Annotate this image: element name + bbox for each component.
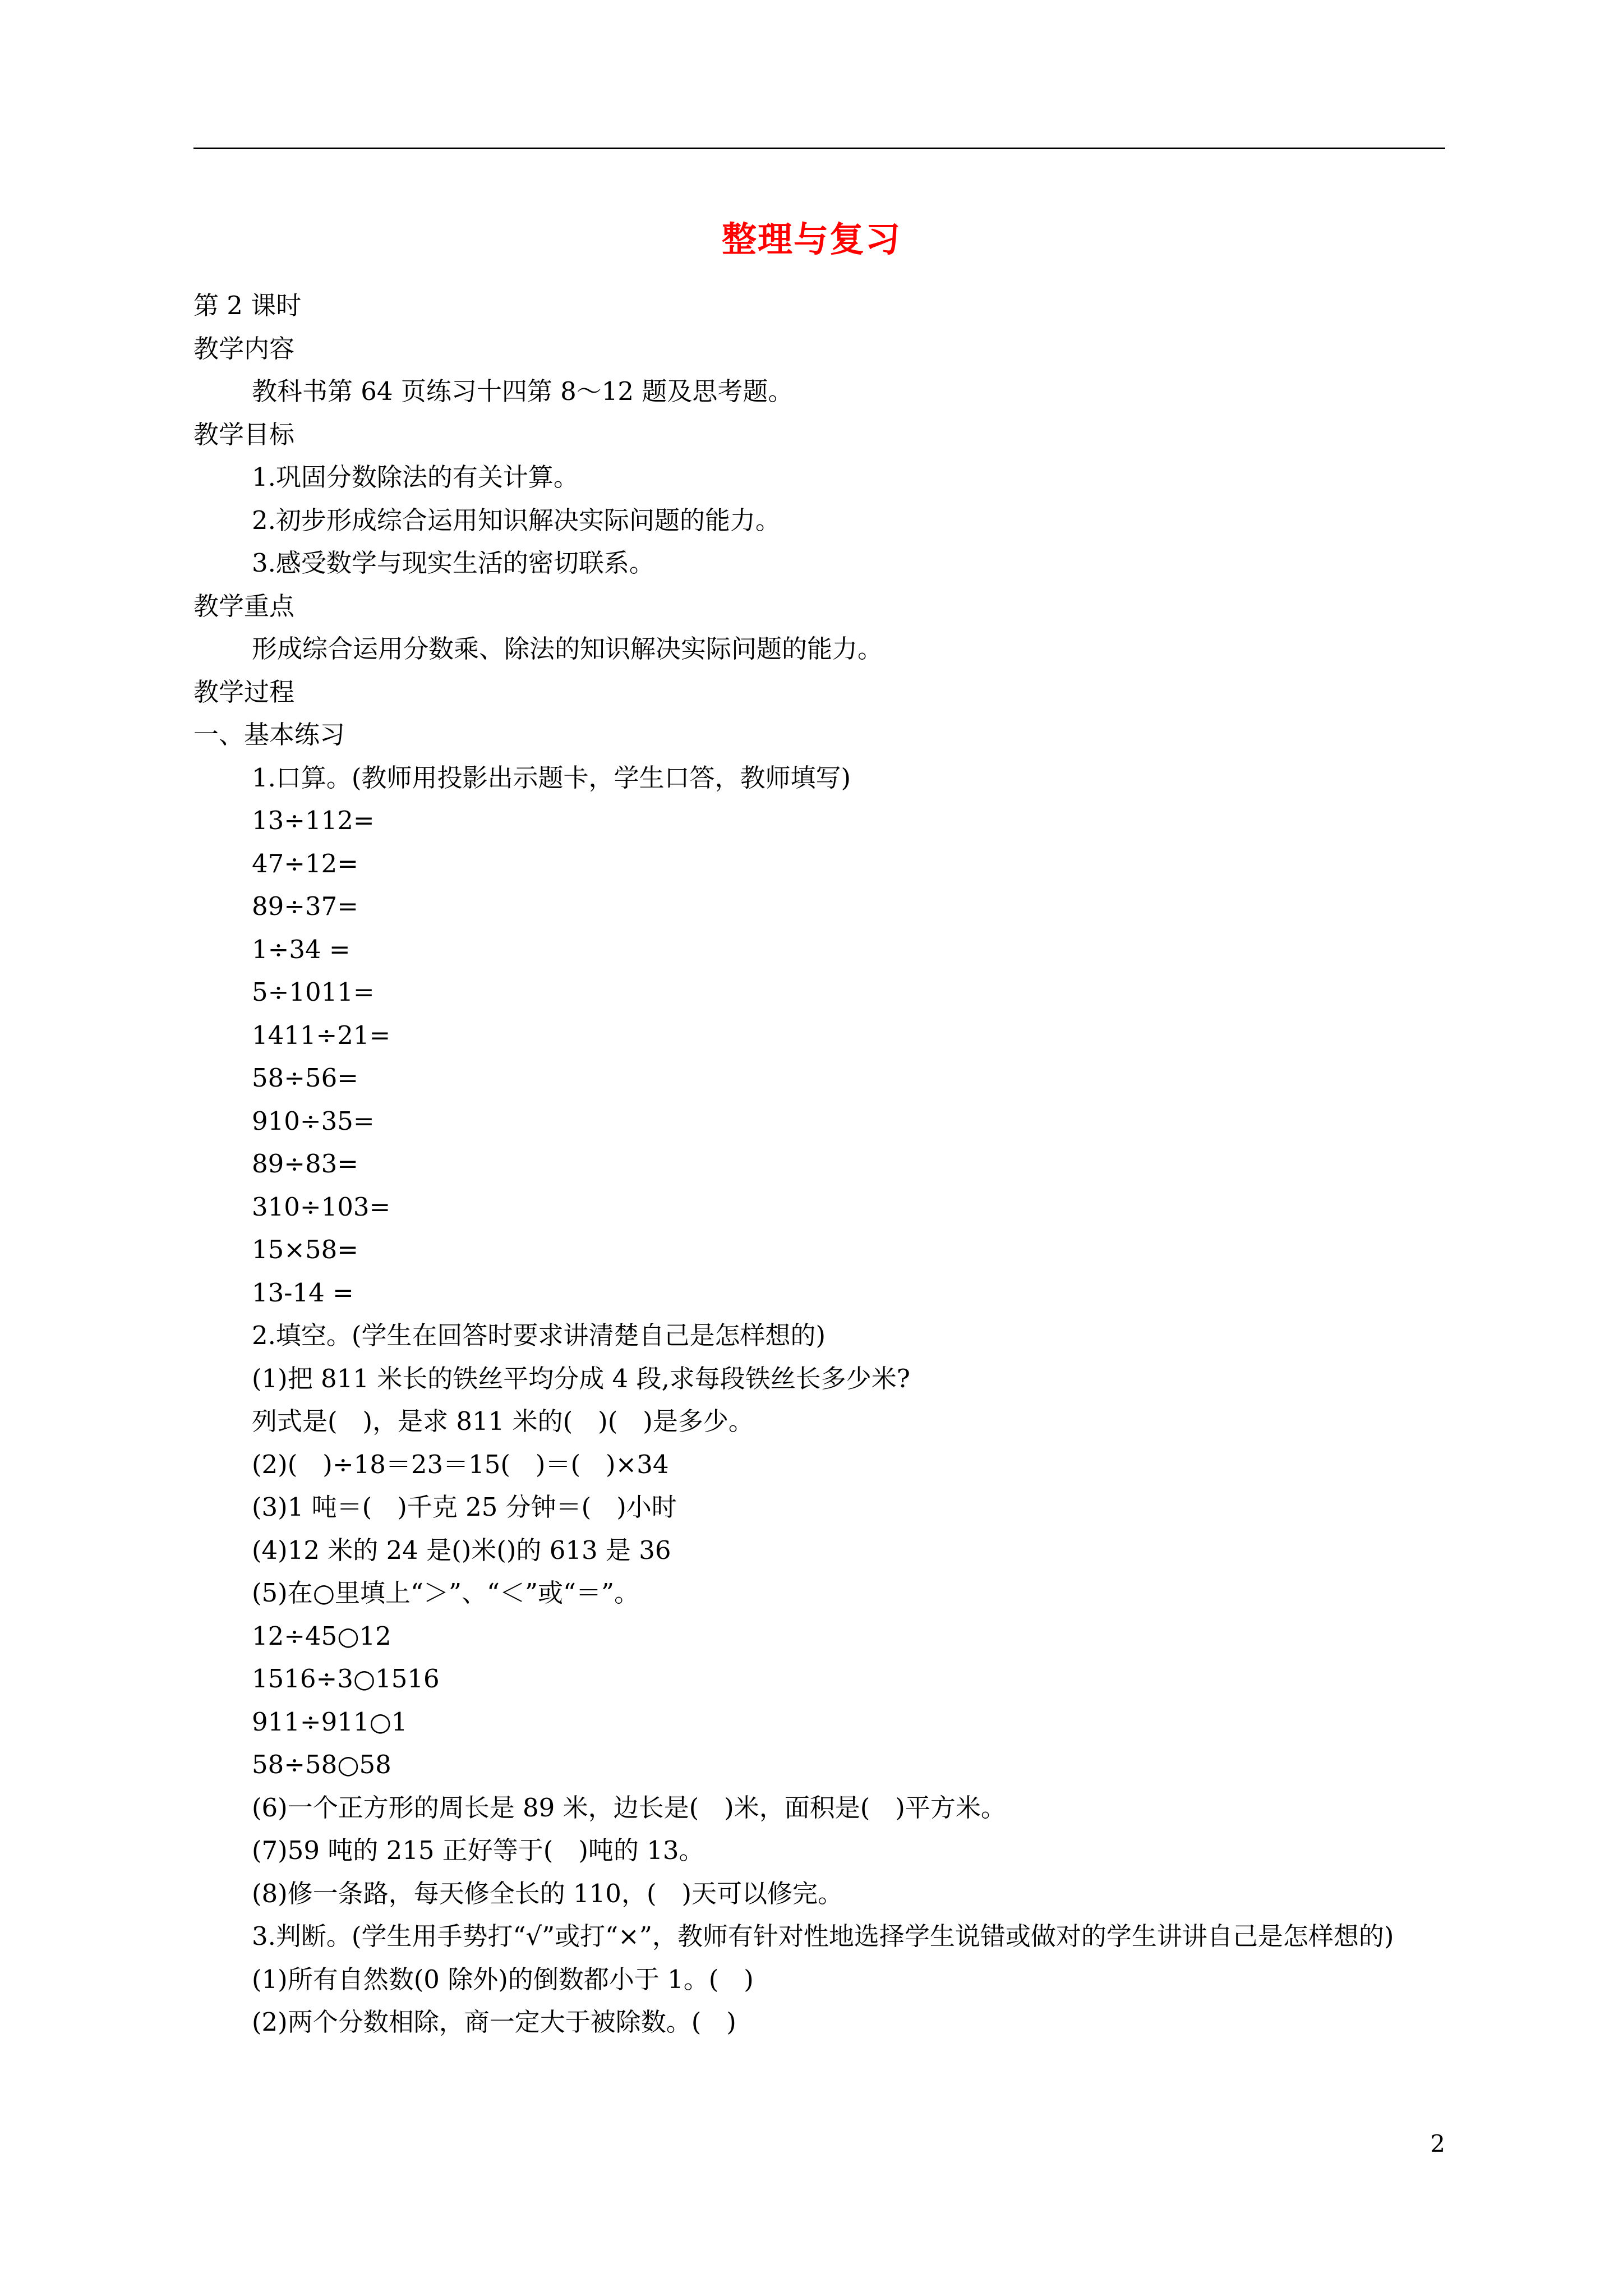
fill-item: (7)59 吨的 215 正好等于( )吨的 13。: [252, 1835, 704, 1865]
fill-item: (5)在○里填上“＞”、“＜”或“＝”。: [252, 1578, 640, 1608]
fill-item: 911÷911○1: [252, 1706, 408, 1737]
oral-item: 13-14 =: [252, 1277, 354, 1308]
fill-item: 列式是( )，是求 811 米的( )( )是多少。: [252, 1406, 754, 1436]
key-heading: 教学重点: [193, 591, 295, 621]
page-number: 2: [1430, 2130, 1445, 2157]
lesson-period: 第 2 课时: [193, 291, 302, 320]
fill-item: (3)1 吨＝( )千克 25 分钟＝( )小时: [252, 1492, 677, 1522]
fill-item: (8)修一条路，每天修全长的 110，( )天可以修完。: [252, 1878, 843, 1908]
oral-item: 58÷56=: [252, 1063, 358, 1093]
oral-item: 89÷83=: [252, 1149, 358, 1179]
fill-item: (2)( )÷18＝23＝15( )＝( )×34: [252, 1449, 669, 1479]
oral-item: 89÷37=: [252, 891, 358, 921]
oral-item: 13÷112=: [252, 806, 375, 835]
goal-item: 3.感受数学与现实生活的密切联系。: [252, 548, 654, 578]
content-text: 教科书第 64 页练习十四第 8～12 题及思考题。: [252, 376, 794, 406]
header-rule: [193, 148, 1445, 149]
oral-item: 1411÷21=: [252, 1020, 391, 1050]
process-heading: 教学过程: [193, 677, 295, 707]
key-text: 形成综合运用分数乘、除法的知识解决实际问题的能力。: [252, 634, 883, 664]
fill-heading: 2.填空。(学生在回答时要求讲清楚自己是怎样想的): [252, 1320, 826, 1350]
oral-item: 15×58=: [252, 1235, 358, 1264]
fill-item: (4)12 米的 24 是()米()的 613 是 36: [252, 1535, 671, 1565]
oral-item: 47÷12=: [252, 848, 358, 878]
oral-item: 5÷1011=: [252, 977, 375, 1007]
goal-item: 1.巩固分数除法的有关计算。: [252, 462, 579, 492]
fill-item: 1516÷3○1516: [252, 1664, 440, 1694]
oral-item: 1÷34 =: [252, 934, 351, 964]
document-body: [193, 284, 1445, 2044]
content-heading: 教学内容: [193, 333, 295, 364]
judge-item: (2)两个分数相除，商一定大于被除数。( ): [252, 2007, 736, 2037]
judge-heading: 3.判断。(学生用手势打“√”或打“×”，教师有针对性地选择学生说错或做对的学生讲讲自己是怎样想的): [252, 1921, 1394, 1951]
fill-item: (6)一个正方形的周长是 89 米，边长是( )米，面积是( )平方米。: [252, 1792, 1006, 1823]
part1-heading: 一、基本练习: [193, 720, 345, 749]
judge-item: (1)所有自然数(0 除外)的倒数都小于 1。( ): [252, 1964, 754, 1994]
oral-item: 310÷103=: [252, 1191, 391, 1222]
fill-item: (1)把 811 米长的铁丝平均分成 4 段,求每段铁丝长多少米?: [252, 1363, 910, 1393]
fill-item: 58÷58○58: [252, 1750, 391, 1779]
oral-item: 910÷35=: [252, 1106, 375, 1136]
fill-item: 12÷45○12: [252, 1621, 391, 1651]
page-title: 整理与复习: [721, 219, 901, 260]
oral-heading: 1.口算。(教师用投影出示题卡，学生口答，教师填写): [252, 762, 851, 793]
goals-heading: 教学目标: [193, 419, 295, 449]
goal-item: 2.初步形成综合运用知识解决实际问题的能力。: [252, 505, 781, 535]
